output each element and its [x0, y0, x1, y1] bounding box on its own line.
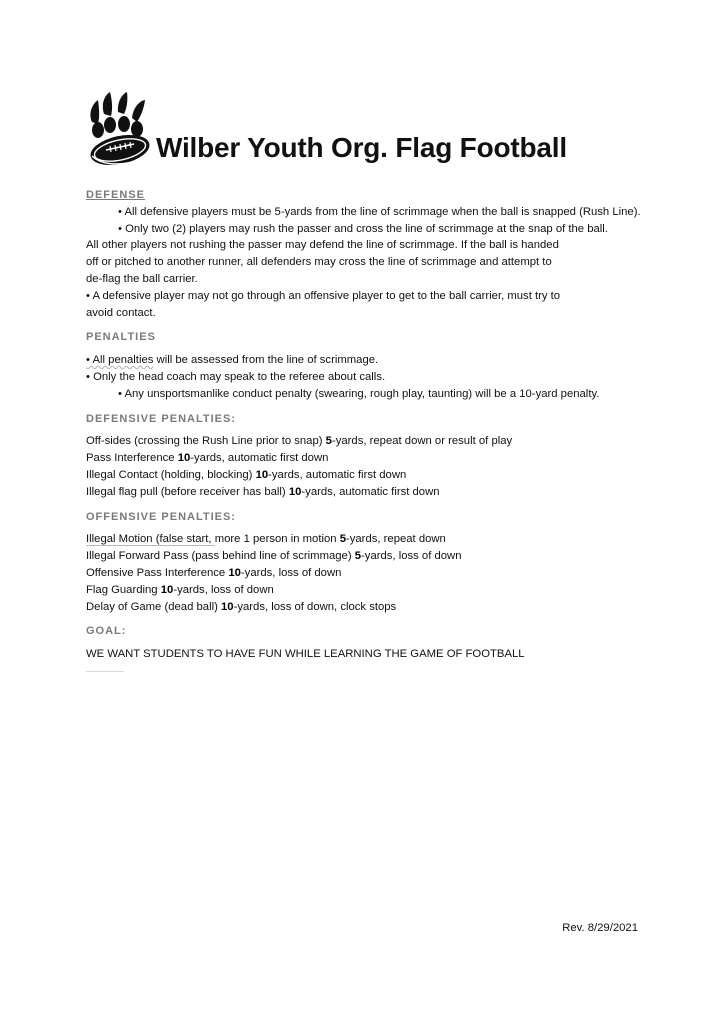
offensive-penalty-item: Illegal Forward Pass (pass behind line of scrimmage) 5-yards, loss of down — [86, 550, 462, 563]
defensive-penalty-item: Illegal flag pull (before receiver has ball) 10-yards, automatic first down — [86, 485, 440, 498]
offensive-penalties-heading: OFFENSIVE PENALTIES: — [86, 510, 236, 523]
defensive-penalty-item: Illegal Contact (holding, blocking) 10-yards, automatic first down — [86, 468, 407, 481]
defense-rule-2d: de-flag the ball carrier. — [86, 272, 198, 285]
defense-rule-3a: • A defensive player may not go through an offensive player to get to the ball carrier, must try to — [86, 289, 561, 302]
penalties-heading: PENALTIES — [86, 331, 156, 344]
revision-date: Rev. 8/29/2021 — [562, 922, 638, 934]
goal-text: WE WANT STUDENTS TO HAVE FUN WHILE LEARNING THE GAME OF FOOTBALL — [86, 648, 525, 661]
defensive-penalties-heading: DEFENSIVE PENALTIES: — [86, 412, 236, 425]
defense-rule-3b: avoid contact. — [86, 306, 156, 319]
offensive-penalty-item: Delay of Game (dead ball) 10-yards, loss of down, clock stops — [86, 600, 397, 613]
offensive-penalty-item: Offensive Pass Interference 10-yards, loss of down — [86, 566, 342, 579]
bear-paw-football-icon — [86, 92, 154, 168]
offensive-penalty-item: Illegal Motion (false start, more 1 person in motion 5-yards, repeat down — [86, 533, 446, 546]
penalties-rule-3: • Any unsportsmanlike conduct penalty (swearing, rough play, taunting) will be a 10-yard penalty. — [118, 387, 600, 400]
defensive-penalty-item: Off-sides (crossing the Rush Line prior to snap) 5-yards, repeat down or result of play — [86, 435, 513, 448]
penalties-rule-1: • All penalties will be assessed from the line of scrimmage. — [86, 354, 379, 367]
defense-heading: DEFENSE — [86, 189, 145, 201]
defense-rule-2: • Only two (2) players may rush the passer and cross the line of scrimmage at the snap of the ball. — [118, 222, 608, 235]
defensive-penalty-item: Pass Interference 10-yards, automatic first down — [86, 452, 329, 465]
document-header — [86, 92, 646, 172]
defense-rule-2b: All other players not rushing the passer may defend the line of scrimmage. If the ball is handed — [86, 239, 559, 252]
divider — [86, 671, 124, 672]
rules-content — [86, 187, 646, 672]
defense-rule-2c: off or pitched to another runner, all defenders may cross the line of scrimmage and attempt to — [86, 256, 552, 269]
document-title: Wilber Youth Org. Flag Football — [156, 132, 567, 163]
goal-heading: GOAL: — [86, 625, 127, 638]
penalties-rule-2: • Only the head coach may speak to the referee about calls. — [86, 370, 386, 383]
offensive-penalty-item: Flag Guarding 10-yards, loss of down — [86, 583, 274, 596]
defense-rule-1: • All defensive players must be 5-yards from the line of scrimmage when the ball is snapped (Rush Line). — [118, 205, 641, 218]
